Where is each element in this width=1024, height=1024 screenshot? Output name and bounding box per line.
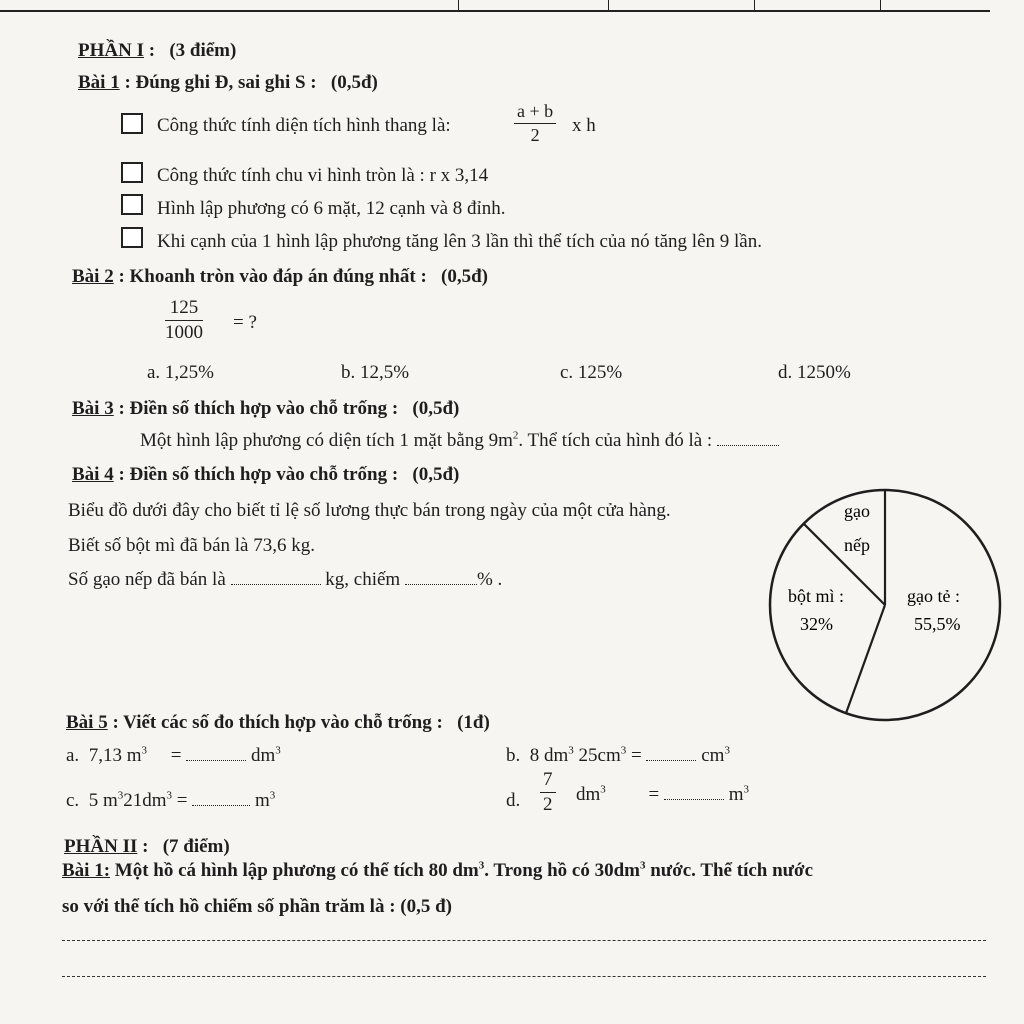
bai5-d (576, 784, 749, 806)
bai5-d-fraction (540, 770, 556, 816)
bai1-checkbox-1[interactable] (121, 113, 143, 134)
bai2-numerator: 125 (165, 298, 203, 321)
bai1-item-4: Khi cạnh của 1 hình lập phương tăng lên 3 lần thì thể tích của nó tăng lên 9 lần. (157, 231, 762, 252)
bai5-c-expr2: 21dm (123, 790, 167, 811)
bai5-a-unit: dm (250, 745, 276, 766)
part2-bai1-text-a: Một hồ cá hình lập phương có thể tích 80 dm (110, 860, 479, 881)
bai4-line-1: Biểu đồ dưới đây cho biết tỉ lệ số lương thực bán trong ngày của một cửa hàng. (68, 500, 671, 521)
bai4-instruction: : Điền số thích hợp vào chỗ trống : (113, 464, 399, 485)
bai1-item-2: Công thức tính chu vi hình tròn là : r x 3,14 (157, 165, 489, 186)
bai2-fraction (165, 298, 203, 344)
table-divider (458, 0, 459, 10)
bai3-heading (72, 398, 459, 420)
superscript: 3 (600, 783, 606, 796)
formula-denominator: 2 (530, 124, 540, 145)
slice-label-bot-mi: bột mì : (788, 586, 845, 606)
bai4-points: (0,5đ) (412, 464, 460, 485)
bai5-b-expr1: 8 dm (529, 745, 569, 766)
part2-bai1-label: Bài 1: (62, 860, 111, 881)
bai4-blank-kg[interactable] (231, 584, 321, 585)
bai1-item-1: Công thức tính diện tích hình thang là: (157, 115, 451, 136)
bai5-heading (66, 712, 490, 734)
bai4-line-3b: kg, chiếm (325, 569, 401, 590)
table-border-top (0, 0, 990, 12)
superscript: 3 (743, 783, 750, 796)
part2-bai1-text-b: . Trong hồ có 30dm (484, 860, 640, 881)
bai2-option-a[interactable]: a. 1,25% (147, 362, 215, 383)
bai2-option-d[interactable]: d. 1250% (778, 362, 851, 383)
bai5-a-eq: = (170, 745, 182, 766)
superscript: 3 (724, 744, 730, 757)
superscript: 3 (269, 789, 276, 802)
bai2-instruction: : Khoanh tròn vào đáp án đúng nhất : (113, 266, 427, 287)
bai5-c-prefix: c. (66, 790, 80, 811)
bai5-points: (1đ) (457, 712, 490, 733)
superscript: 3 (166, 789, 172, 802)
bai5-d-unit1: dm (576, 784, 601, 805)
bai4-line-3 (68, 569, 502, 591)
slice-label-gao-nep-1: gạo (844, 501, 870, 521)
superscript: 3 (141, 744, 147, 757)
bai3-text-b: . Thể tích của hình đó là : (518, 430, 713, 451)
answer-line-2[interactable] (62, 976, 986, 977)
bai5-d-numerator: 7 (540, 770, 556, 793)
bai1-item-3: Hình lập phương có 6 mặt, 12 cạnh và 8 đỉnh. (157, 198, 506, 219)
bai1-label: Bài 1 (78, 72, 120, 93)
bai3-text (140, 430, 779, 452)
superscript: 3 (568, 744, 574, 757)
part1-title: PHẦN I (78, 40, 144, 61)
bai2-points: (0,5đ) (441, 266, 489, 287)
bai5-label: Bài 5 (66, 712, 108, 733)
bai5-b (506, 745, 730, 767)
bai5-instruction: : Viết các số đo thích hợp vào chỗ trống : (107, 712, 443, 733)
bai1-heading (78, 72, 378, 94)
bai2-denominator: 1000 (165, 321, 203, 343)
superscript: 3 (639, 859, 646, 872)
bai4-line-2: Biết số bột mì đã bán là 73,6 kg. (68, 535, 315, 556)
bai5-d-denominator: 2 (543, 793, 553, 815)
bai3-points: (0,5đ) (412, 398, 460, 419)
bai5-c (66, 790, 275, 812)
bai2-label: Bài 2 (72, 266, 114, 287)
table-divider (608, 0, 609, 10)
pie-divider-bot-mi (846, 605, 885, 713)
bai5-a-prefix: a. (66, 745, 80, 766)
bai4-line-3c: % . (476, 569, 503, 590)
bai5-c-blank[interactable] (192, 805, 250, 806)
bai5-b-eq: = (631, 745, 642, 766)
bai3-instruction: : Điền số thích hợp vào chỗ trống : (113, 398, 399, 419)
slice-label-gao-te: gạo tẻ : (907, 586, 960, 606)
bai5-a-blank[interactable] (186, 760, 246, 761)
bai5-b-blank[interactable] (646, 760, 696, 761)
bai3-text-a: Một hình lập phương có diện tích 1 mặt bằng 9m (140, 430, 513, 451)
superscript: 3 (478, 859, 485, 872)
bai5-d-blank[interactable] (664, 799, 724, 800)
bai5-d-unit2: m (728, 784, 744, 805)
bai5-d-prefix: d. (506, 790, 521, 811)
superscript: 3 (117, 789, 124, 802)
part2-title: PHẦN II (64, 836, 138, 857)
part2-heading (64, 836, 230, 858)
bai2-equals: = ? (233, 312, 257, 333)
bai1-checkbox-4[interactable] (121, 227, 143, 248)
pie-chart (760, 480, 1022, 742)
bai5-c-unit: m (254, 790, 270, 811)
part1-heading (78, 40, 236, 62)
formula-numerator: a + b (514, 102, 556, 124)
bai1-checkbox-3[interactable] (121, 194, 143, 215)
bai3-blank[interactable] (717, 445, 779, 446)
part1-colon: : (143, 40, 156, 61)
superscript: 2 (512, 429, 519, 442)
bai5-d-eq: = (648, 784, 660, 805)
table-divider (754, 0, 755, 10)
bai5-b-prefix: b. (506, 745, 521, 766)
part2-bai1-line-2: so với thể tích hồ chiếm số phần trăm là : (0,5 đ) (62, 896, 452, 917)
bai5-b-unit: cm (701, 745, 725, 766)
bai2-heading (72, 266, 488, 288)
bai4-blank-percent[interactable] (405, 584, 477, 585)
bai1-points: (0,5đ) (330, 72, 378, 93)
bai4-heading (72, 464, 459, 486)
bai2-option-c[interactable]: c. 125% (560, 362, 623, 383)
bai4-line-3a: Số gạo nếp đã bán là (68, 569, 226, 590)
part1-points: (3 điểm) (169, 40, 237, 61)
part2-bai1-line-1 (62, 860, 813, 882)
bai2-option-b[interactable]: b. 12,5% (341, 362, 410, 383)
part2-bai1-text-c: nước. Thể tích nước (645, 860, 814, 881)
slice-value-gao-te: 55,5% (914, 614, 961, 634)
answer-line-1[interactable] (62, 940, 986, 941)
bai5-a (66, 745, 281, 767)
bai1-instruction: : Đúng ghi Đ, sai ghi S : (119, 72, 317, 93)
table-divider (880, 0, 881, 10)
bai5-b-expr2: 25cm (578, 745, 621, 766)
trapezoid-formula-fraction (514, 102, 556, 146)
formula-tail: x h (572, 115, 596, 136)
slice-value-bot-mi: 32% (800, 614, 833, 634)
slice-label-gao-nep-2: nếp (844, 535, 870, 555)
superscript: 3 (620, 744, 627, 757)
bai4-label: Bài 4 (72, 464, 114, 485)
bai5-c-eq: = (176, 790, 188, 811)
part2-points: (7 điểm) (162, 836, 230, 857)
bai3-label: Bài 3 (72, 398, 114, 419)
part2-colon: : (137, 836, 149, 857)
superscript: 3 (275, 744, 281, 757)
bai1-checkbox-2[interactable] (121, 162, 143, 183)
bai5-c-expr1: 5 m (88, 790, 118, 811)
bai5-a-expr: 7,13 m (88, 745, 142, 766)
